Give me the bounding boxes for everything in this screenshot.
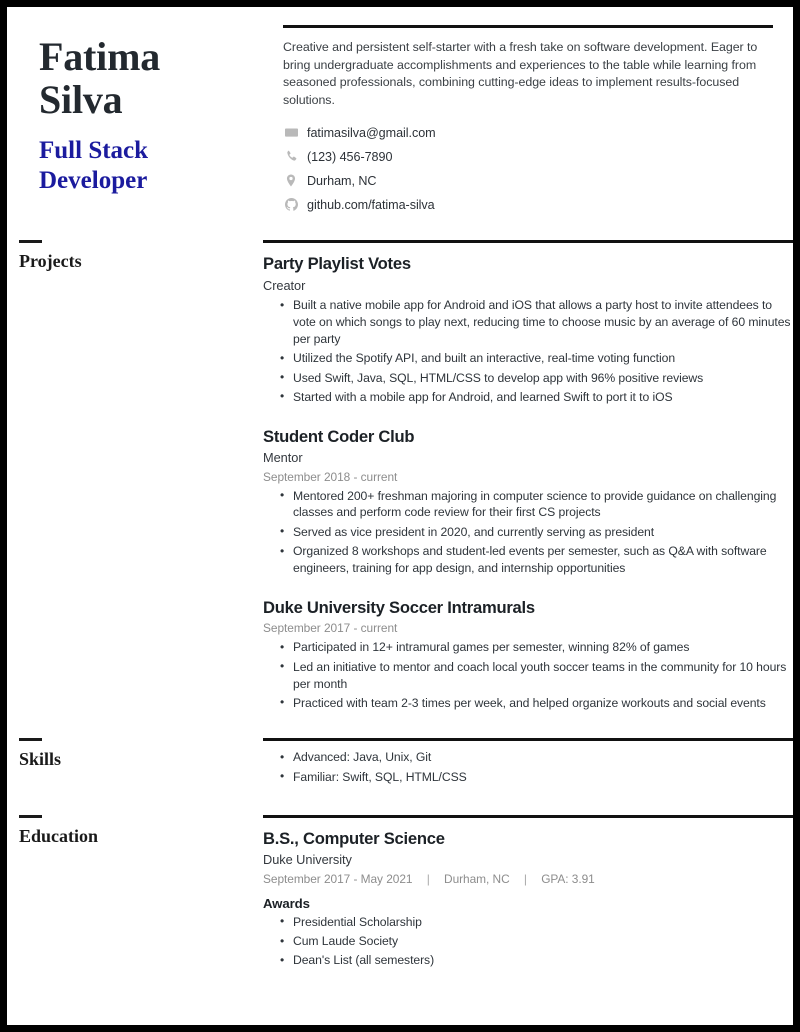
project-bullet-list	[263, 639, 793, 711]
project-title: Duke University Soccer Intramurals	[263, 597, 535, 617]
contact-item-phone[interactable]	[283, 146, 773, 167]
project-title: Party Playlist Votes	[263, 254, 411, 274]
meta-separator: |	[426, 871, 430, 886]
job-title-line-2: Developer	[39, 167, 148, 195]
contact-item-github[interactable]	[283, 194, 773, 215]
list-item: • Started with a mobile app for Android, and learned Swift to port it to iOS	[293, 389, 793, 406]
awards-bullet-list	[263, 914, 793, 969]
list-item: • Led an initiative to mentor and coach local youth soccer teams in the community for 10 hours per month	[293, 659, 793, 693]
list-item: • Familiar: Swift, SQL, HTML/CSS	[293, 769, 793, 786]
contact-phone-value: (123) 456-7890	[307, 149, 393, 164]
awards-heading: Awards	[263, 895, 310, 911]
contact-github-value: github.com/fatima-silva	[307, 197, 435, 212]
contact-email-value: fatimasilva@gmail.com	[307, 125, 436, 140]
education-location: Durham, NC	[444, 871, 510, 886]
envelope-icon	[283, 126, 299, 139]
phone-icon	[283, 150, 299, 163]
skills-band	[7, 738, 793, 788]
section-dash-icon	[19, 738, 42, 741]
list-item: • Dean's List (all semesters)	[293, 952, 793, 969]
sidebar-label-education: Education	[19, 825, 99, 846]
projects-sidebar-label-wrap	[7, 240, 255, 714]
sidebar-label-skills: Skills	[19, 749, 62, 770]
section-dash-icon	[19, 815, 42, 818]
sidebar-section-projects	[19, 240, 255, 272]
sidebar-section-skills	[19, 738, 255, 770]
meta-separator: |	[523, 871, 527, 886]
contact-location-value: Durham, NC	[307, 173, 377, 188]
skills-bullet-list	[263, 749, 793, 785]
list-item: • Organized 8 workshops and student-led events per semester, such as Q&A with software engineers, training for app design, and internship opportunities	[293, 543, 793, 577]
contact-item-email[interactable]	[283, 122, 773, 143]
map-pin-icon	[283, 174, 299, 187]
project-bullet-list	[263, 488, 793, 577]
skills-divider-rule	[263, 738, 793, 741]
header-left-column	[27, 25, 275, 218]
education-sidebar-label-wrap	[7, 815, 255, 972]
project-date-range: September 2017 - current	[263, 621, 398, 636]
skills-sidebar-label-wrap	[7, 738, 255, 788]
github-icon	[283, 198, 299, 211]
header-right-column	[275, 25, 773, 218]
list-item: • Built a native mobile app for Android and iOS that allows a party host to invite attendees to vote on which songs to play next, reducing time to choose music by an average of 60 minutes per party	[293, 297, 793, 347]
section-dash-icon	[19, 240, 42, 243]
education-date-range: September 2017 - May 2021	[263, 871, 413, 886]
job-title	[39, 136, 275, 196]
resume-page	[7, 7, 793, 1025]
header-divider-rule	[283, 25, 773, 28]
list-item: • Practiced with team 2-3 times per week, and helped organize workouts and social events	[293, 695, 793, 712]
list-item: • Participated in 12+ intramural games per semester, winning 82% of games	[293, 639, 793, 656]
first-name: Fatima	[39, 34, 160, 79]
list-item: • Cum Laude Society	[293, 933, 793, 950]
list-item: • Served as vice president in 2020, and currently serving as president	[293, 524, 793, 541]
education-divider-rule	[263, 815, 793, 818]
project-role: Creator	[263, 278, 306, 293]
education-meta	[263, 872, 793, 886]
list-item: • Used Swift, Java, SQL, HTML/CSS to develop app with 96% positive reviews	[293, 370, 793, 387]
project-entry	[263, 426, 793, 577]
sidebar-section-education	[19, 815, 255, 847]
projects-band	[7, 240, 793, 714]
list-item: • Mentored 200+ freshman majoring in computer science to provide guidance on challenging classes and perform code review for their first CS projects	[293, 488, 793, 522]
education-content	[255, 815, 793, 972]
skills-content	[255, 738, 793, 788]
degree-title: B.S., Computer Science	[263, 828, 445, 848]
list-item: • Utilized the Spotify API, and built an interactive, real-time voting function	[293, 350, 793, 367]
project-entry	[263, 253, 793, 405]
contact-item-location[interactable]	[283, 170, 773, 191]
list-item: • Advanced: Java, Unix, Git	[293, 749, 793, 766]
contact-list	[283, 122, 773, 215]
project-date-range: September 2018 - current	[263, 469, 398, 484]
list-item: • Presidential Scholarship	[293, 914, 793, 931]
education-band	[7, 815, 793, 972]
school-name: Duke University	[263, 852, 352, 868]
education-gpa: GPA: 3.91	[541, 871, 595, 886]
project-bullet-list	[263, 297, 793, 405]
project-title: Student Coder Club	[263, 426, 415, 446]
projects-divider-rule	[263, 240, 793, 243]
resume-header-band	[7, 7, 793, 218]
project-entry	[263, 597, 793, 712]
job-title-line-1: Full Stack	[39, 137, 149, 165]
professional-summary: Creative and persistent self-starter with a fresh take on software development. Eager to bring undergraduate accomplishments and experiences to the table while learning from seasoned professionals, combining cutting-edge ideas to implement results-focused solutions.	[283, 40, 758, 107]
project-role: Mentor	[263, 450, 303, 466]
sidebar-label-projects: Projects	[19, 251, 82, 272]
projects-content	[255, 240, 793, 714]
candidate-name	[39, 35, 275, 121]
education-entry	[263, 828, 793, 969]
last-name: Silva	[39, 77, 123, 123]
